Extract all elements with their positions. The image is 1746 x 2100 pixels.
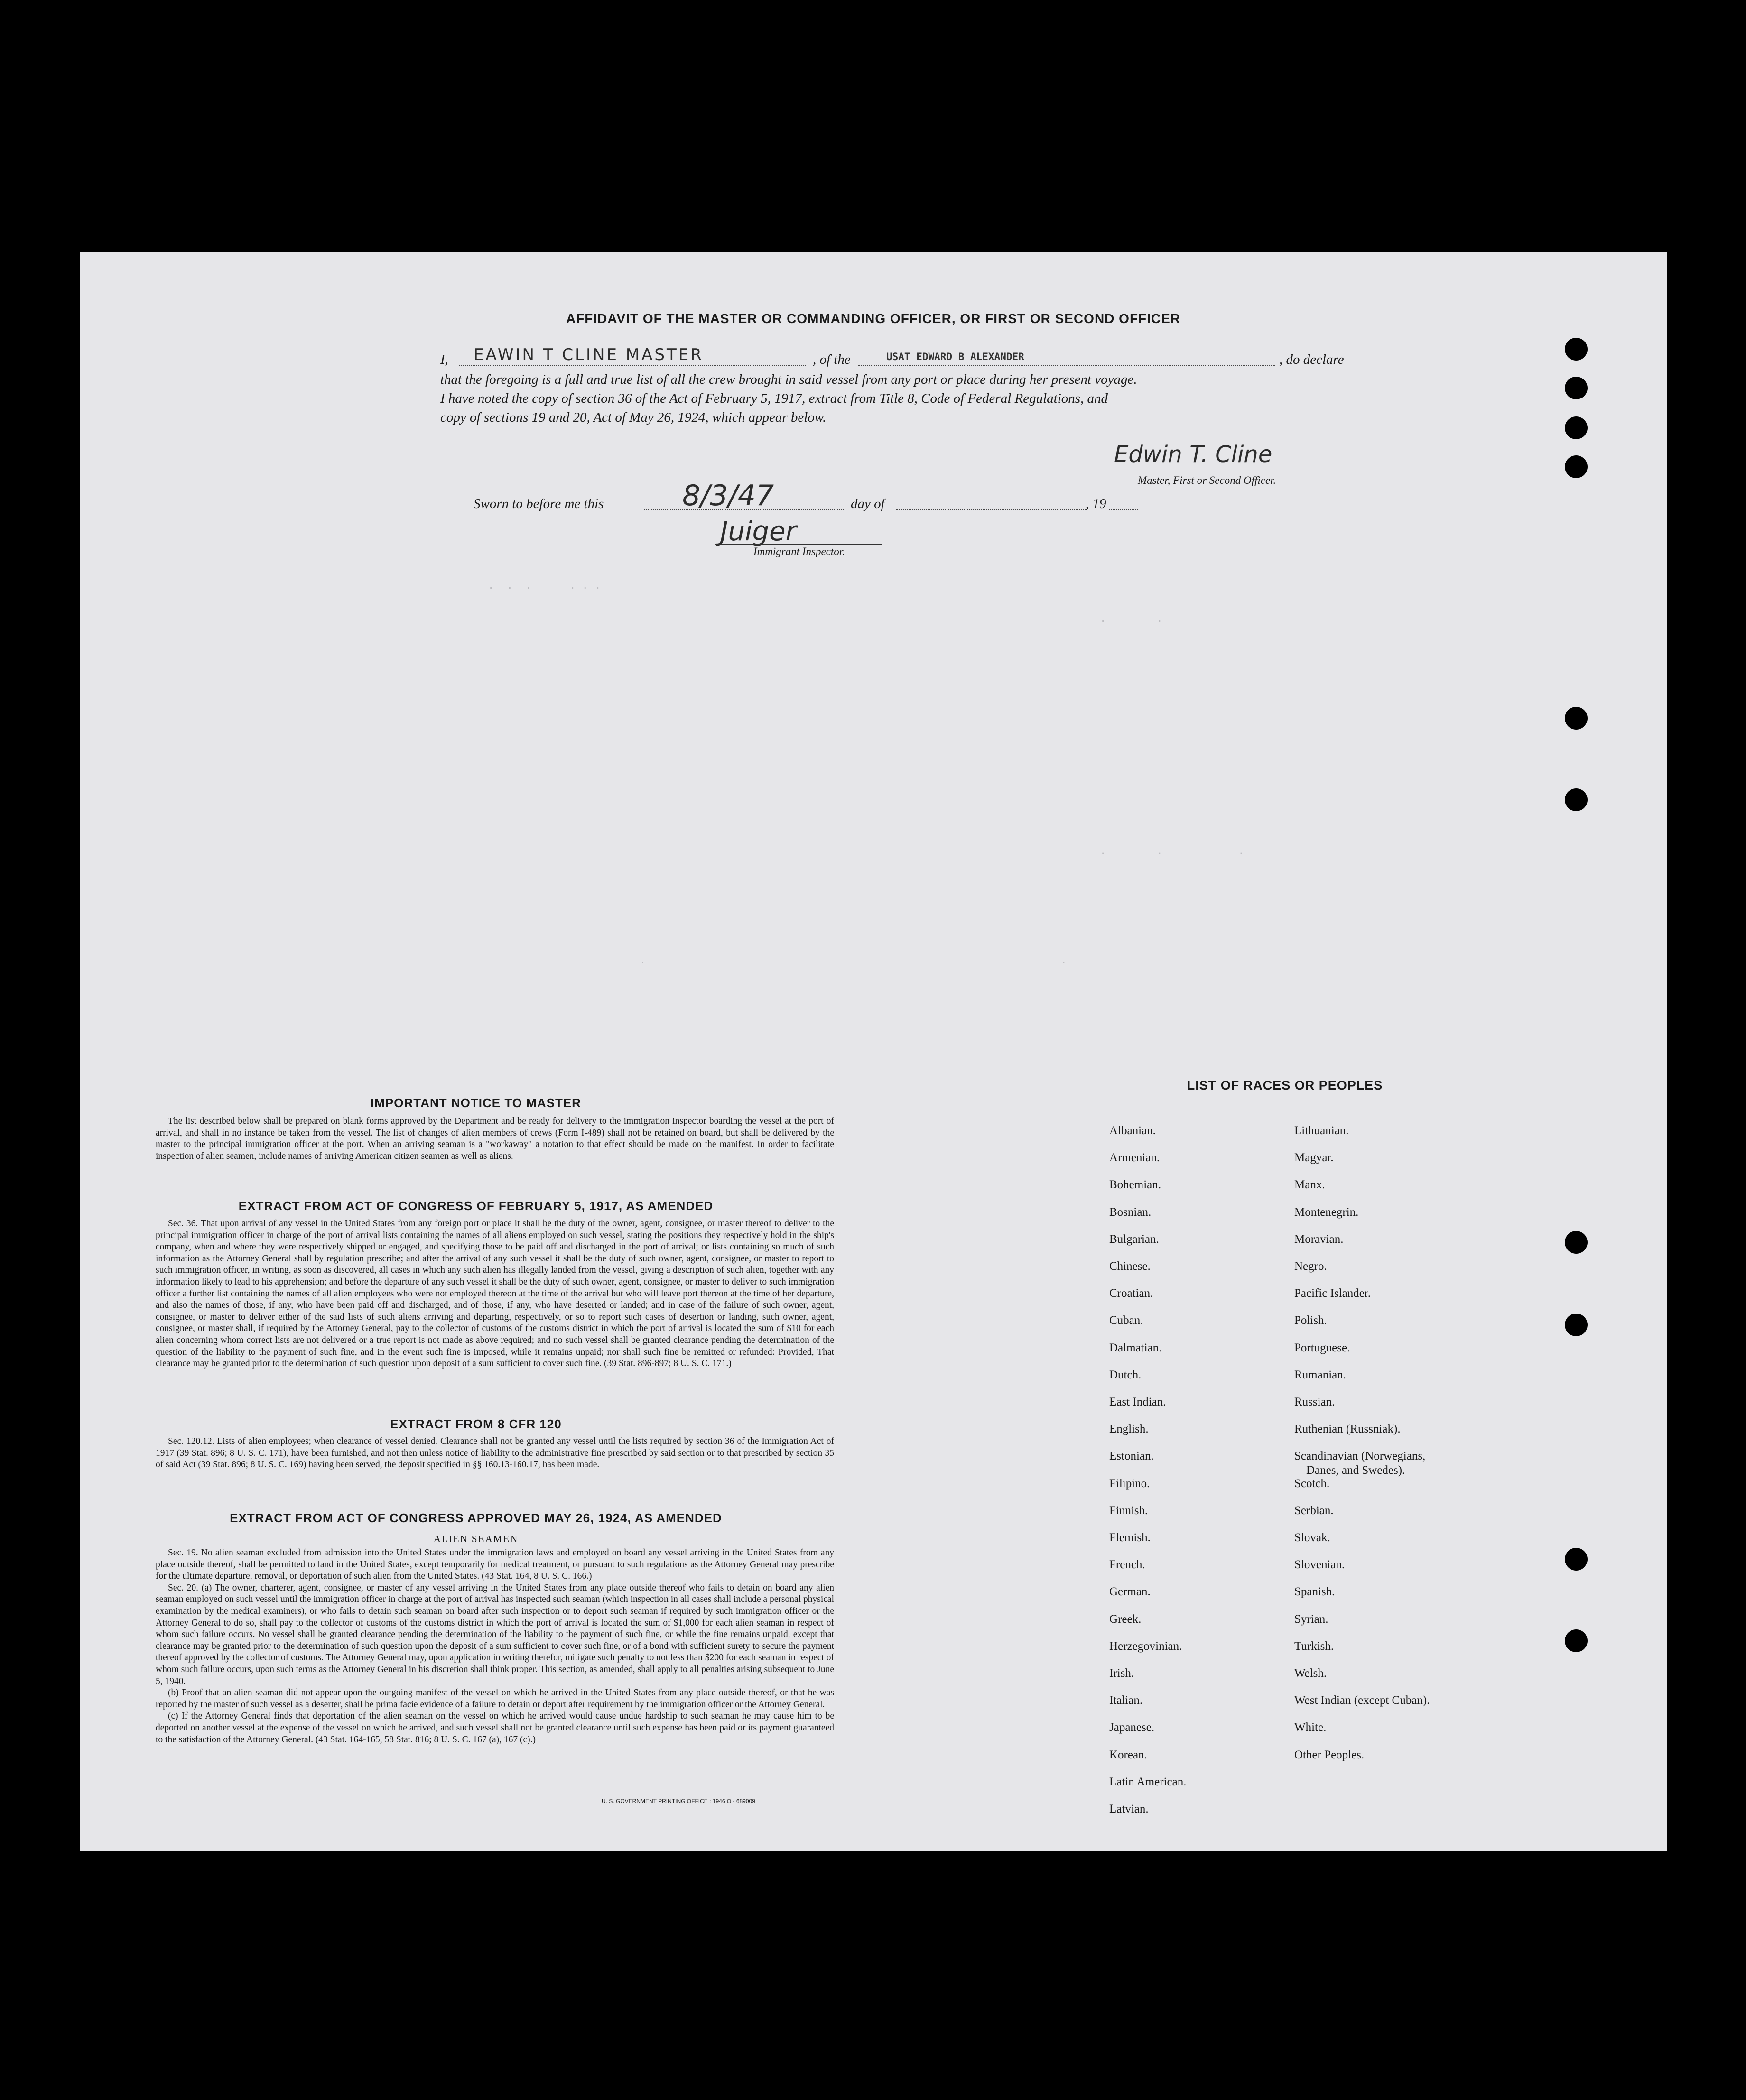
master-caption: Master, First or Second Officer.: [1138, 474, 1276, 486]
race-item-right: Spanish.: [1294, 1585, 1335, 1599]
punch-hole: [1565, 377, 1588, 399]
race-item-right: Slovak.: [1294, 1531, 1330, 1544]
punch-hole: [1565, 707, 1588, 730]
extract-8cfr-title: EXTRACT FROM 8 CFR 120: [390, 1417, 562, 1431]
race-item-left: Armenian.: [1109, 1151, 1160, 1165]
master-signature: Edwin T. Cline: [1114, 441, 1272, 468]
printer-imprint: U. S. GOVERNMENT PRINTING OFFICE : 1946 O - 689009: [602, 1798, 755, 1804]
sworn-line: [474, 479, 1138, 518]
punch-hole: [1565, 1231, 1588, 1254]
race-item-right: Magyar.: [1294, 1151, 1334, 1165]
sec-19-paragraph: Sec. 19. No alien seaman excluded from admission into the United States under the immigration laws and employed on board any vessel arriving in the United States from any place outside thereof, shall be permitted to land in the United States, except temporarily for medical treatment, or pursuant to such regulations as the Attorney General may prescribe for the ultimate departure, removal, or deportation of such alien from the United States. (43 Stat. 164, 8 U. S. C. 166.): [156, 1548, 834, 1582]
race-item-left: Dalmatian.: [1109, 1341, 1162, 1354]
bleed-through-marks: . .: [1100, 613, 1163, 625]
race-item-right: Other Peoples.: [1294, 1748, 1365, 1761]
month-line: [896, 509, 1086, 510]
race-item-right: Slovenian.: [1294, 1558, 1345, 1572]
affidavit-line-2: that the foregoing is a full and true list of all the crew brought in said vessel from any port or place during her present voyage.: [440, 372, 1137, 387]
bleed-through-marks: . . . . . .: [488, 580, 601, 592]
race-item-left: Korean.: [1109, 1748, 1147, 1761]
race-item-left: Japanese.: [1109, 1721, 1155, 1734]
race-item-left: Dutch.: [1109, 1368, 1142, 1381]
race-item-right: Serbian.: [1294, 1504, 1334, 1517]
affidavit-line-4: copy of sections 19 and 20, Act of May 26, 1924, which appear below.: [440, 410, 827, 425]
extract-1924-text: [156, 1547, 834, 1746]
race-item-right: Scotch.: [1294, 1477, 1330, 1490]
race-item-left: Herzegovinian.: [1109, 1639, 1182, 1653]
bleed-through-marks: . . .: [1100, 845, 1244, 857]
race-item-left: Bosnian.: [1109, 1205, 1152, 1219]
race-item-left: French.: [1109, 1558, 1145, 1572]
year-line: [1109, 509, 1138, 510]
inspector-signature-line: [715, 544, 882, 545]
notice-title: IMPORTANT NOTICE TO MASTER: [371, 1096, 581, 1110]
extract-1917-text: [156, 1218, 834, 1370]
race-item-left: Greek.: [1109, 1612, 1142, 1626]
punch-hole: [1565, 338, 1588, 361]
punch-hole: [1565, 1629, 1588, 1652]
race-item-right: Rumanian.: [1294, 1368, 1347, 1381]
inspector-signature: Juiger: [720, 516, 797, 547]
do-declare-label: , do declare: [1279, 352, 1344, 367]
race-item-right: Welsh.: [1294, 1667, 1327, 1680]
race-item-left: Flemish.: [1109, 1531, 1151, 1544]
affidavit-i: I,: [440, 352, 448, 367]
race-item-right: Montenegrin.: [1294, 1205, 1359, 1219]
race-item-left: German.: [1109, 1585, 1151, 1599]
declarant-name: EAWIN T CLINE MASTER: [474, 345, 704, 364]
race-item-left: Croatian.: [1109, 1287, 1153, 1300]
race-item-left: Cuban.: [1109, 1314, 1143, 1327]
extract-1917-paragraph: Sec. 36. That upon arrival of any vessel in the United States from any foreign port or place it shall be the duty of the owner, agent, consignee, or master thereof to deliver to the principal immigration officer in charge of the port of arrival lists containing the names of all aliens employed on such vessel, stating the positions they respectively hold in the ship's company, when and where they were respectively shipped or engaged, and specifying those to be paid off and discharged in the port of arrival; or lists containing so much of such information as the Attorney General shall by regulation prescribe; and after the arrival of any such vessel it shall be the duty of such owner, agent, consignee, or master to report to such immigration officer, in writing, as soon as discovered, all cases in which any such alien has illegally landed from the vessel, giving a description of such alien, together with any information likely to lead to his apprehension; and before the departure of any such vessel it shall be the duty of such owner, agent, consignee, or master to deliver to such immigration officer a further list containing the names of all alien employees who were not employed thereon at the time of the arrival but who will leave port thereon at the time of her departure, and also the names of those, if any, who have been paid off and discharged, and of those, if any, who have deserted or landed; and in case of the failure of such owner, agent, consignee, or master to deliver either of the said lists of such aliens arriving and departing, respectively, or so to report such cases of desertion or landing, such owner, agent, consignee, or master shall, if required by the Attorney General, pay to the collector of customs of the customs district in which the port of arrival is located the sum of $10 for each alien concerning whom correct lists are not delivered or a true report is not made as above required; and no such vessel shall be granted clearance pending the determination of the question of the liability to the payment of such fine, and in the event such fine is imposed, while it remains unpaid; nor shall such fine be remitted or refunded: Provided, That clearance may be granted prior to the determination of such question upon deposit of a sum sufficient to cover such fine. (39 Stat. 896-897; 8 U. S. C. 171.): [156, 1219, 834, 1369]
sec-20b-paragraph: (b) Proof that an alien seaman did not appear upon the outgoing manifest of the vessel on which he arrived in the United States from any place outside thereof, or that he was reported by the master of such vessel as a deserter, shall be prima facie evidence of a failure to detain or deport after requirement by the immigration officer or the Attorney General.: [156, 1688, 834, 1710]
race-item-right: Lithuanian.: [1294, 1124, 1349, 1137]
form-page: [80, 252, 1667, 1851]
race-item-right: Negro.: [1294, 1260, 1327, 1273]
race-item-left: Italian.: [1109, 1694, 1143, 1707]
inspector-caption: Immigrant Inspector.: [753, 546, 845, 557]
punch-hole: [1565, 1314, 1588, 1336]
race-item-right: Scandinavian (Norwegians,: [1294, 1450, 1426, 1463]
race-item-right: Manx.: [1294, 1178, 1325, 1192]
race-item-right: Pacific Islander.: [1294, 1287, 1371, 1300]
affidavit-title: AFFIDAVIT OF THE MASTER OR COMMANDING OFFICER, OR FIRST OR SECOND OFFICER: [566, 311, 1181, 326]
vessel-line: [858, 365, 1275, 366]
race-item-left: Finnish.: [1109, 1504, 1148, 1517]
bleed-through-marks: . .: [640, 954, 1067, 966]
notice-paragraph: The list described below shall be prepared on blank forms approved by the Department and be ready for delivery to the immigration inspector boarding the vessel at the port of arrival, and shall in no instance be taken from the vessel. The list of changes of alien members of crews (Form I-489) shall not be retained on board, but shall be delivered by the master to the principal immigration officer at the port. When an arriving seaman is a "workaway" a notation to that effect should be made on the manifest. In order to facilitate inspection of alien seamen, include names of arriving American citizen seamen as well as aliens.: [156, 1116, 834, 1161]
race-item-right: Turkish.: [1294, 1639, 1334, 1653]
race-item-right: Moravian.: [1294, 1232, 1344, 1246]
race-item-left: Estonian.: [1109, 1450, 1154, 1463]
race-item-right: Danes, and Swedes).: [1306, 1464, 1405, 1477]
race-item-left: East Indian.: [1109, 1396, 1166, 1408]
extract-1924-subtitle: ALIEN SEAMEN: [433, 1533, 519, 1545]
race-item-right: White.: [1294, 1721, 1327, 1734]
race-item-right: Syrian.: [1294, 1612, 1328, 1626]
extract-8cfr-paragraph: Sec. 120.12. Lists of alien employees; when clearance of vessel denied. Clearance shall not be granted any vessel until the lists required by section 36 of the Immigration Act of 1917 (39 Stat. 896; 8 U. S. C. 171), have been furnished, and not then unless notice of liability to the administrative fine prescribed by said section or to that prescribed by section 35 of said Act (39 Stat. 896; 8 U. S. C. 169) having been served, the deposit specified in §§ 160.13-160.17, has been made.: [156, 1436, 834, 1470]
race-item-left: Albanian.: [1109, 1124, 1156, 1137]
day-of-label: day of: [851, 496, 885, 511]
of-the-label: , of the: [813, 352, 851, 367]
extract-1924-title: EXTRACT FROM ACT OF CONGRESS APPROVED MAY 26, 1924, AS AMENDED: [230, 1511, 722, 1525]
extract-1917-title: EXTRACT FROM ACT OF CONGRESS OF FEBRUARY 5, 1917, AS AMENDED: [238, 1199, 714, 1213]
sec-20c-paragraph: (c) If the Attorney General finds that deportation of the alien seaman on the vessel on which he arrived would cause undue hardship to such seaman he may cause him to be deported on another vessel at the expense of the vessel on which he arrived, and such vessel shall not be granted clearance until such expense has been paid or its payment guaranteed to the satisfaction of the Attorney General. (43 Stat. 164-165, 58 Stat. 816; 8 U. S. C. 167 (a), 167 (c).): [156, 1711, 834, 1745]
race-item-left: Latin American.: [1109, 1775, 1187, 1788]
race-item-right: Polish.: [1294, 1314, 1327, 1327]
race-item-right: Ruthenian (Russniak).: [1294, 1423, 1401, 1436]
sworn-label: Sworn to before me this: [474, 496, 604, 511]
punch-hole: [1565, 1548, 1588, 1571]
extract-8cfr-text: [156, 1436, 834, 1471]
race-item-left: Filipino.: [1109, 1477, 1150, 1490]
punch-hole: [1565, 788, 1588, 811]
race-item-right: Portuguese.: [1294, 1341, 1350, 1354]
affidavit-line-3: I have noted the copy of section 36 of the Act of February 5, 1917, extract from Title 8, Code of Federal Regulations, and: [440, 391, 1108, 406]
race-item-left: Chinese.: [1109, 1260, 1151, 1273]
vessel-name: USAT EDWARD B ALEXANDER: [886, 351, 1024, 362]
race-item-right: West Indian (except Cuban).: [1294, 1694, 1430, 1707]
notice-text: [156, 1116, 834, 1162]
punch-hole: [1565, 416, 1588, 439]
punch-hole: [1565, 455, 1588, 478]
sec-20a-paragraph: Sec. 20. (a) The owner, charterer, agent, consignee, or master of any vessel arriving in the United States from any place outside thereof who fails to detain on board any alien seaman employed on such vessel until the immigration officer in charge at the port of arrival has inspected such seaman (which inspection in all cases shall include a personal physical examination by the medical examiners), or who fails to detain such seaman on board after such inspection or to deport such seaman if required by such immigration officer or the Attorney General to do so, shall pay to the collector of customs of the customs district in which the port of arrival is located the sum of $1,000 for each alien seaman in respect of whom such failure occurs. No vessel shall be granted clearance pending the determination of the liability to the payment of such fine, or while the fine remains unpaid, except that clearance may be granted prior to the determination of such question upon the deposit of a sum sufficient to cover such fine, or of a bond with sufficient surety to secure the payment thereof approved by the collector of customs. The Attorney General may, upon application in writing therefor, mitigate such penalty to not less than $200 for each seaman in respect of whom such failure occurs, upon such terms as the Attorney General in his discretion shall think proper. This section, as amended, shall apply to all penalties arising subsequent to June 5, 1940.: [156, 1582, 834, 1686]
race-item-left: Latvian.: [1109, 1803, 1149, 1815]
race-item-right: Russian.: [1294, 1396, 1335, 1408]
year-label: , 19: [1086, 496, 1106, 511]
sworn-date: 8/3/47: [682, 479, 774, 512]
race-item-left: Irish.: [1109, 1667, 1134, 1680]
races-title: LIST OF RACES OR PEOPLES: [1187, 1078, 1383, 1092]
affidavit-line-1: [440, 345, 1361, 368]
race-item-left: Bohemian.: [1109, 1178, 1161, 1192]
race-item-left: English.: [1109, 1423, 1149, 1436]
race-item-left: Bulgarian.: [1109, 1232, 1159, 1246]
declarant-line: [459, 365, 806, 366]
